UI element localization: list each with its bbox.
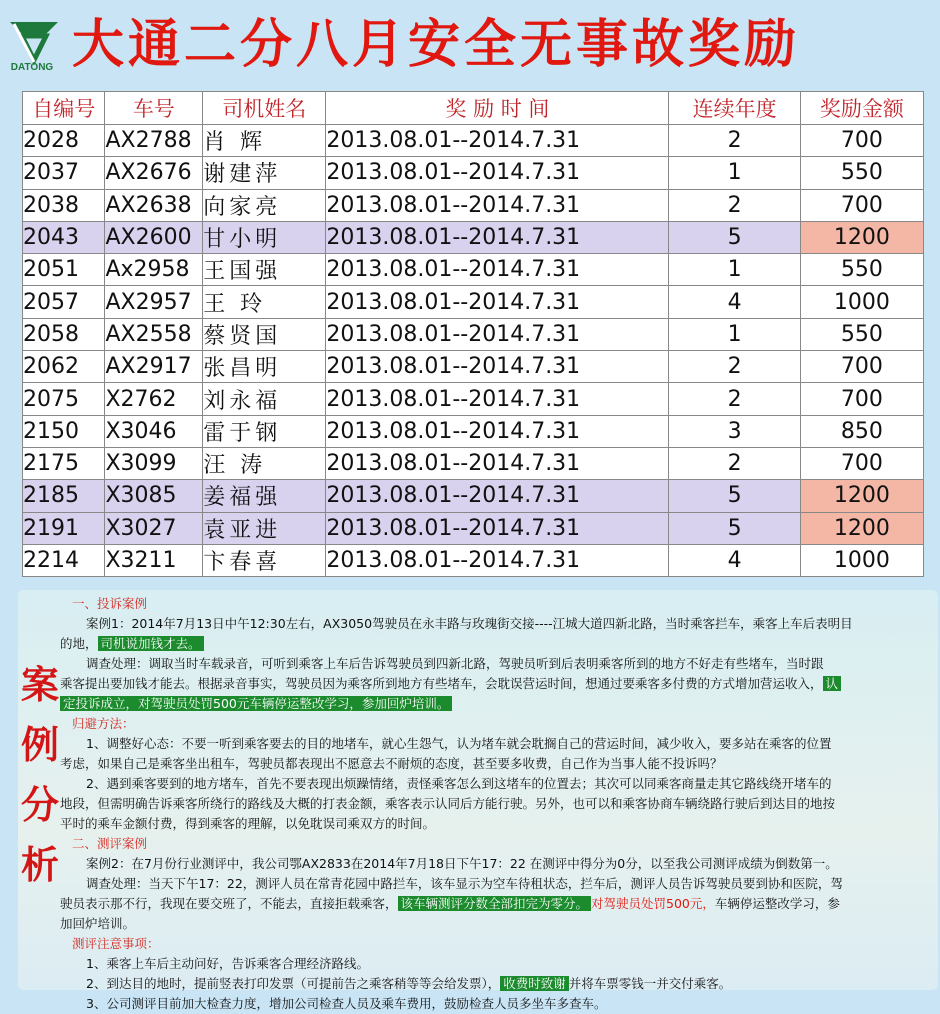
award-table [22, 91, 924, 577]
cell-period: 2013.08.01--2014.7.31 [326, 415, 669, 447]
case1-line: 考虑，如果自己是乘客坐出租车，驾驶员都表现出不愿意去不耐烦的态度，甚至要多收费，自己作为当事人能不投诉吗？ [60, 756, 723, 771]
section-heading-avoid: 归避方法： [72, 716, 135, 731]
cell-period: 2013.08.01--2014.7.31 [326, 125, 669, 157]
page-title: 大通二分八月安全无事故奖励 [72, 15, 801, 75]
note-line: 3、公司测评目前加大检查力度，增加公司检查人员及乘车费用，鼓励检查人员多坐车多查车。 [86, 996, 607, 1011]
cell-plate: AX2957 [105, 286, 203, 318]
table-row [23, 512, 924, 544]
case1-line: 2、遇到乘客要到的地方堵车，首先不要表现出烦躁情绪，责怪乘客怎么到这堵车的位置去；其次可以同乘客商量走其它路线绕开堵车的 [86, 776, 832, 791]
cell-driver-name: 蔡贤国 [203, 318, 326, 350]
table-row [23, 254, 924, 286]
cell-plate: AX2558 [105, 318, 203, 350]
cell-period: 2013.08.01--2014.7.31 [326, 318, 669, 350]
cell-years: 1 [669, 157, 800, 189]
cell-id: 2038 [23, 189, 105, 221]
table-row [23, 157, 924, 189]
cell-driver-name: 袁亚进 [203, 512, 326, 544]
cell-years: 5 [669, 512, 800, 544]
case2-line: 案例2：在7月份行业测评中，我公司鄂AX2833在2014年7月18日下午17：22 在测评中得分为0分，以至我公司测评成绩为倒数第一。 [86, 856, 838, 871]
cell-plate: AX2600 [105, 221, 203, 253]
cell-id: 2214 [23, 544, 105, 576]
cell-amount: 550 [800, 157, 923, 189]
cell-plate: X3085 [105, 480, 203, 512]
cell-period: 2013.08.01--2014.7.31 [326, 221, 669, 253]
case1-line: 案例1：2014年7月13日中午12:30左右，AX3050驾驶员在永丰路与玫瑰街交接----江城大道四新北路，当时乘客拦车，乘客上车后表明目 [86, 616, 853, 631]
cell-plate: X2762 [105, 383, 203, 415]
cell-driver-name: 雷于钢 [203, 415, 326, 447]
case1-line: 定投诉成立，对驾驶员处罚500元车辆停运整改学习，参加回炉培训。 [60, 694, 930, 714]
col-period-header: 奖 励 时 间 [326, 92, 669, 125]
logo-text: DATONG [10, 62, 54, 73]
cell-id: 2062 [23, 351, 105, 383]
case2-line: 加回炉培训。 [60, 916, 136, 931]
case2-line: 调查处理：当天下午17：22，测评人员在常青花园中路拦车，该车显示为空车待租状态，拦车后，测评人员告诉驾驶员要到协和医院，驾 [86, 876, 843, 891]
cell-id: 2075 [23, 383, 105, 415]
table-row [23, 415, 924, 447]
cell-period: 2013.08.01--2014.7.31 [326, 480, 669, 512]
table-body [23, 125, 924, 577]
table-row [23, 221, 924, 253]
cell-driver-name: 甘小明 [203, 221, 326, 253]
cell-years: 1 [669, 318, 800, 350]
table-row [23, 286, 924, 318]
table-row [23, 480, 924, 512]
section-heading-notes: 测评注意事项： [72, 936, 160, 951]
note-line: 2、到达目的地时，提前竖表打印发票（可提前告之乘客稍等等会给发票）， 收费时致谢 并将车票零钱一并交付乘客。 [86, 976, 732, 991]
header [0, 0, 940, 88]
col-id-header: 自编号 [23, 92, 105, 125]
col-amount-header: 奖励金额 [800, 92, 923, 125]
cell-id: 2057 [23, 286, 105, 318]
cell-driver-name: 肖 辉 [203, 125, 326, 157]
cell-amount: 700 [800, 383, 923, 415]
table-header-row [23, 92, 924, 125]
cell-amount: 700 [800, 125, 923, 157]
cell-years: 2 [669, 189, 800, 221]
cell-id: 2051 [23, 254, 105, 286]
cell-amount: 700 [800, 189, 923, 221]
cell-years: 3 [669, 415, 800, 447]
cell-driver-name: 张昌明 [203, 351, 326, 383]
cell-driver-name: 向家亮 [203, 189, 326, 221]
table-row [23, 189, 924, 221]
cell-driver-name: 汪 涛 [203, 447, 326, 479]
case1-line: 平时的乘车金额付费，得到乘客的理解，以免耽误司乘双方的时间。 [60, 816, 436, 831]
cell-id: 2037 [23, 157, 105, 189]
side-char: 分 [20, 783, 59, 827]
cell-plate: X3211 [105, 544, 203, 576]
cell-period: 2013.08.01--2014.7.31 [326, 157, 669, 189]
cell-plate: AX2788 [105, 125, 203, 157]
cell-period: 2013.08.01--2014.7.31 [326, 447, 669, 479]
cell-amount: 1200 [800, 480, 923, 512]
side-char: 例 [20, 723, 59, 767]
cell-period: 2013.08.01--2014.7.31 [326, 254, 669, 286]
cell-amount: 1200 [800, 221, 923, 253]
case1-line: 的地， 司机说加钱才去。 [60, 634, 930, 654]
cell-amount: 700 [800, 351, 923, 383]
cell-amount: 1000 [800, 544, 923, 576]
cell-driver-name: 卞春喜 [203, 544, 326, 576]
cell-id: 2058 [23, 318, 105, 350]
cell-years: 5 [669, 480, 800, 512]
cell-id: 2028 [23, 125, 105, 157]
cell-driver-name: 王 玲 [203, 286, 326, 318]
cell-years: 2 [669, 351, 800, 383]
cell-id: 2185 [23, 480, 105, 512]
cell-plate: AX2917 [105, 351, 203, 383]
side-char: 案 [20, 663, 59, 707]
side-char: 析 [20, 843, 59, 887]
cell-years: 1 [669, 254, 800, 286]
cell-plate: X3027 [105, 512, 203, 544]
cell-driver-name: 姜福强 [203, 480, 326, 512]
case1-line: 1、调整好心态：不要一听到乘客要去的目的地堵车，就心生怨气，认为堵车就会耽搁自己的营运时间，减少收入，要多站在乘客的位置 [86, 736, 832, 751]
cell-plate: X3099 [105, 447, 203, 479]
section-heading-evaluation: 二、测评案例 [72, 836, 148, 851]
table-row [23, 125, 924, 157]
cell-plate: AX2676 [105, 157, 203, 189]
cell-driver-name: 王国强 [203, 254, 326, 286]
case2-line: 驶员表示那不行，我现在要交班了，不能去，直接拒载乘客， 该车辆测评分数全部扣完为零分。 对驾驶员处罚500元，车辆停运整改学习，参 [60, 896, 840, 911]
cell-amount: 1200 [800, 512, 923, 544]
cell-years: 2 [669, 383, 800, 415]
col-name-header: 司机姓名 [203, 92, 326, 125]
cell-period: 2013.08.01--2014.7.31 [326, 286, 669, 318]
case1-line: 调查处理：调取当时车载录音，可听到乘客上车后告诉驾驶员到四新北路，驾驶员听到后表明乘客所到的地方不好走有些堵车，当时跟 [86, 656, 824, 671]
cell-id: 2043 [23, 221, 105, 253]
table-row [23, 318, 924, 350]
cell-driver-name: 刘永福 [203, 383, 326, 415]
case-analysis-side-title [18, 655, 62, 895]
note-line: 1、乘客上车后主动问好，告诉乘客合理经济路线。 [86, 956, 369, 971]
cell-amount: 700 [800, 447, 923, 479]
cell-years: 2 [669, 447, 800, 479]
col-plate-header: 车号 [105, 92, 203, 125]
table-row [23, 351, 924, 383]
section-heading-complaint: 一、投诉案例 [72, 596, 148, 611]
cell-plate: Ax2958 [105, 254, 203, 286]
case-text-block-1 [60, 594, 930, 1014]
cell-period: 2013.08.01--2014.7.31 [326, 189, 669, 221]
cell-years: 5 [669, 221, 800, 253]
cell-amount: 550 [800, 254, 923, 286]
case1-line: 乘客提出要加钱才能去。根据录音事实，驾驶员因为乘客所到地方有些堵车，会耽误营运时间，想通过要乘客多付费的方式增加营运收入， 认 [60, 674, 930, 694]
cell-driver-name: 谢建萍 [203, 157, 326, 189]
cell-years: 4 [669, 286, 800, 318]
col-years-header: 连续年度 [669, 92, 800, 125]
cell-amount: 1000 [800, 286, 923, 318]
cell-period: 2013.08.01--2014.7.31 [326, 544, 669, 576]
cell-id: 2175 [23, 447, 105, 479]
cell-plate: AX2638 [105, 189, 203, 221]
table-row [23, 544, 924, 576]
case1-line: 地段，但需明确告诉乘客所绕行的路线及大概的打表金额，乘客表示认同后方能行驶。另外，也可以和乘客协商车辆绕路行驶后到达目的地按 [60, 796, 836, 811]
cell-id: 2191 [23, 512, 105, 544]
cell-period: 2013.08.01--2014.7.31 [326, 351, 669, 383]
cell-amount: 850 [800, 415, 923, 447]
cell-id: 2150 [23, 415, 105, 447]
cell-years: 2 [669, 125, 800, 157]
table-row [23, 447, 924, 479]
table-row [23, 383, 924, 415]
cell-plate: X3046 [105, 415, 203, 447]
cell-period: 2013.08.01--2014.7.31 [326, 512, 669, 544]
cell-years: 4 [669, 544, 800, 576]
cell-period: 2013.08.01--2014.7.31 [326, 383, 669, 415]
cell-amount: 550 [800, 318, 923, 350]
